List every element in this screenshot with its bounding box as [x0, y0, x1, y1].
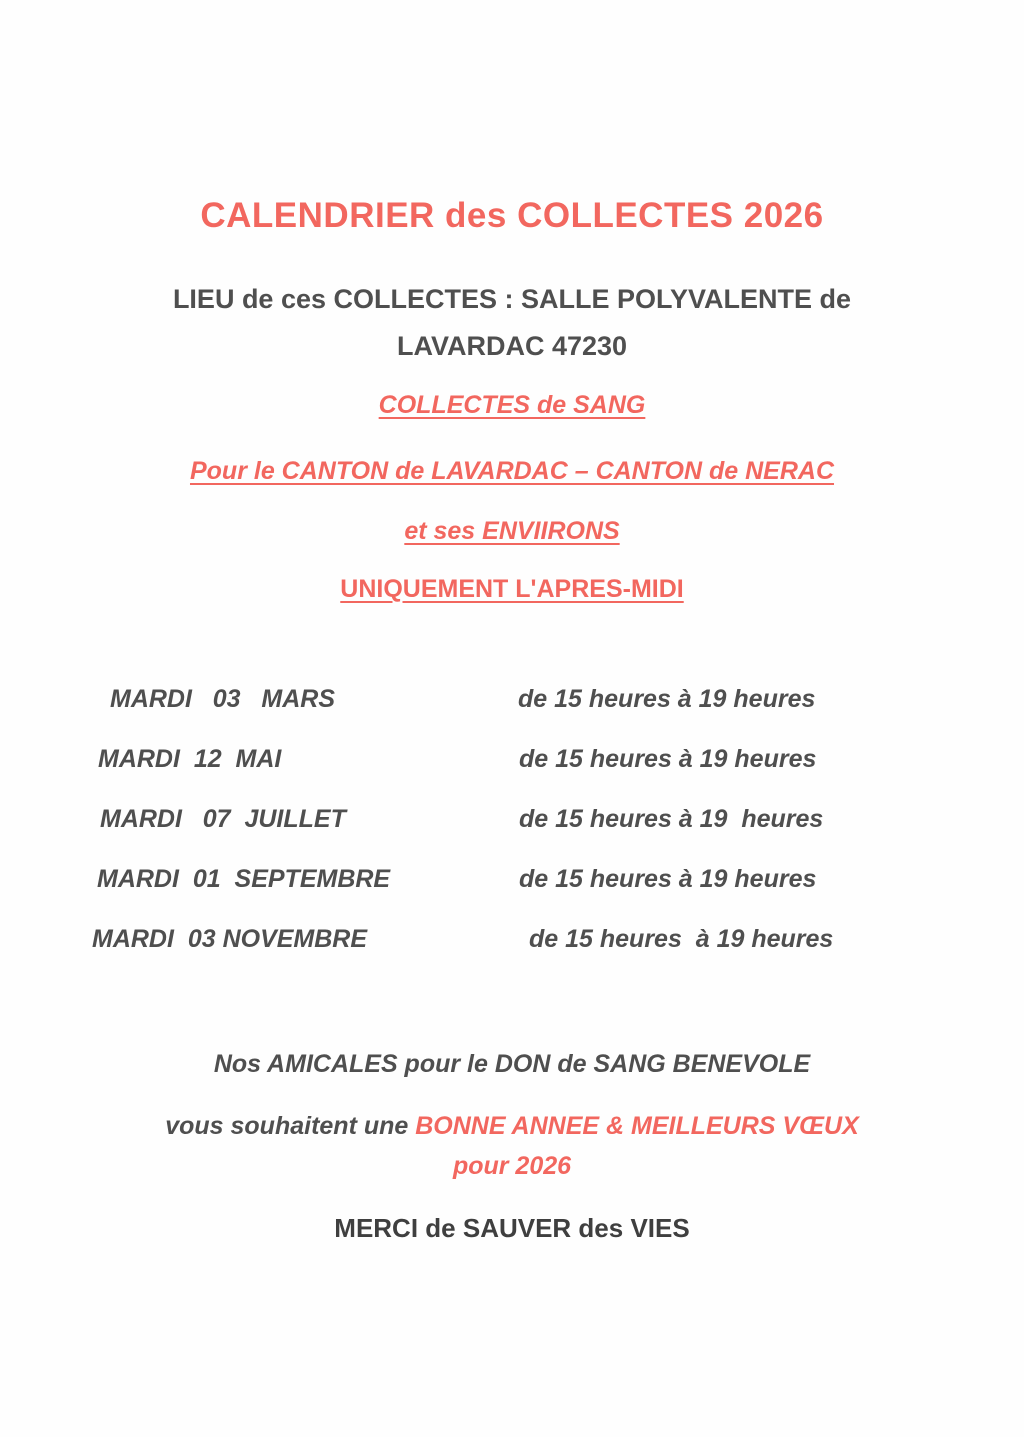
schedule-row	[0, 685, 1024, 745]
location-block	[0, 276, 1024, 371]
schedule-row	[0, 865, 1024, 925]
schedule-hours: de 15 heures à 19 heures	[529, 925, 834, 953]
footer-line-4: MERCI de SAUVER des VIES	[334, 1213, 690, 1243]
schedule-day: MARDI 07 JUILLET	[100, 805, 346, 833]
schedule-day: MARDI 03 MARS	[110, 685, 336, 713]
highlight-line-2	[0, 457, 1024, 486]
schedule-hours: de 15 heures à 19 heures	[519, 745, 817, 773]
schedule-row	[0, 745, 1024, 805]
highlight-line-1	[0, 391, 1024, 420]
schedule-day: MARDI 01 SEPTEMBRE	[97, 865, 391, 893]
highlight-line-3-text: et ses ENVIIRONS	[404, 517, 620, 545]
location-line-2: LAVARDAC 47230	[396, 331, 628, 362]
highlight-line-2-text: Pour le CANTON de LAVARDAC – CANTON de NERAC	[189, 457, 835, 485]
schedule-row	[0, 805, 1024, 865]
schedule-row	[0, 925, 1024, 985]
highlight-line-4	[0, 575, 1024, 604]
footer-line-2	[0, 1112, 1024, 1141]
highlight-line-4-text: UNIQUEMENT L'APRES-MIDI	[340, 575, 684, 603]
highlight-line-3	[0, 517, 1024, 546]
footer-line-1: Nos AMICALES pour le DON de SANG BENEVOLE	[213, 1050, 811, 1078]
footer-line-2-accent: BONNE ANNEE & MEILLEURS VŒUX	[415, 1112, 859, 1140]
schedule-hours: de 15 heures à 19 heures	[518, 685, 816, 713]
highlight-line-1-text: COLLECTES de SANG	[378, 391, 646, 419]
location-line-1: LIEU de ces COLLECTES : SALLE POLYVALENTE de	[172, 284, 852, 314]
schedule-hours: de 15 heures à 19 heures	[519, 865, 817, 893]
schedule-day: MARDI 03 NOVEMBRE	[92, 925, 368, 953]
page-title: CALENDRIER des COLLECTES 2026	[200, 196, 824, 235]
footer-line-3: pour 2026	[452, 1152, 572, 1180]
schedule-list	[0, 685, 1024, 985]
footer-line-2-prefix: vous souhaitent une	[165, 1112, 416, 1140]
schedule-hours: de 15 heures à 19 heures	[519, 805, 824, 833]
schedule-day: MARDI 12 MAI	[98, 745, 282, 773]
